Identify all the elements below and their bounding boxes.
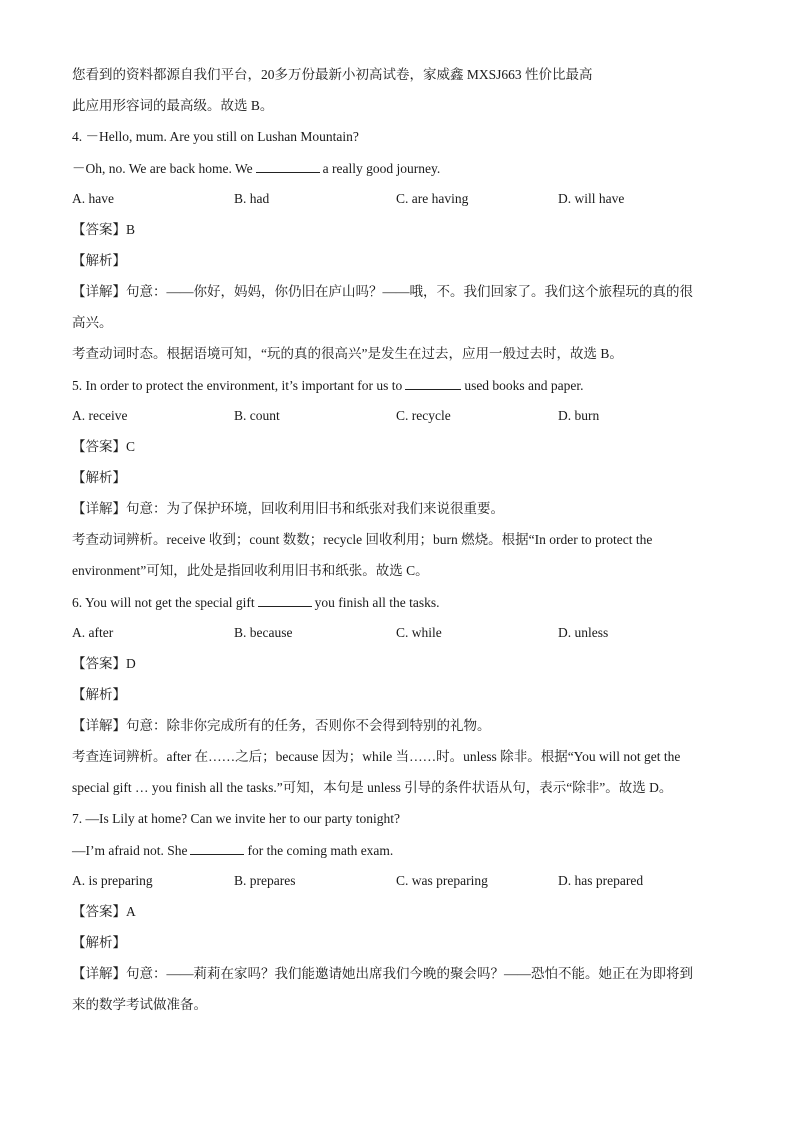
q5-detail-1 [72,498,732,529]
answer-blank [258,591,312,607]
answer-blank [190,839,244,855]
detail-text: 句意：——莉莉在家吗？我们能邀请她出席我们今晚的聚会吗？——恐怕不能。她正在为即将到 [126,966,693,981]
q6-detail-3: special gift … you finish all the tasks.”可知，本句是 unless 引导的条件状语从句，表示“除非”。故选 D。 [72,780,673,795]
option-c: C. while [396,625,442,640]
option-c: C. was preparing [396,873,488,888]
option-a: A. receive [72,408,128,423]
q6-stem-pre: 6. You will not get the special gift [72,595,255,610]
q6-options [72,622,732,653]
option-a: A. have [72,191,114,206]
q4-detail-2: 高兴。 [72,315,113,330]
q5-detail-3: environment”可知，此处是指回收利用旧书和纸张。故选 C。 [72,563,429,578]
q4-stem-pre: －Oh, no. We are back home. We [72,161,253,176]
option-a: A. is preparing [72,873,153,888]
option-d: D. has prepared [558,873,644,888]
q6-answer [72,653,732,684]
option-d: D. burn [558,408,600,423]
q5-stem-pre: 5. In order to protect the environment, it’s important for us to [72,378,403,393]
header-line: 您看到的资料都源自我们平台，20多万份最新小初高试卷，家威鑫 MXSJ663 性价比最高 [72,67,593,82]
q5-stem-line1 [72,374,732,405]
detail-text: 句意：——你好，妈妈，你仍旧在庐山吗？——哦，不。我们回家了。我们这个旅程玩的真的很 [126,284,693,299]
answer-tag: 【答案】 [72,222,126,237]
detail-text: 句意：除非你完成所有的任务，否则你不会得到特别的礼物。 [126,718,491,733]
q6-detail-2: 考查连词辨析。after 在……之后；because 因为；while 当……时。unless 除非。根据“You will not get the [72,749,681,764]
option-c: C. recycle [396,408,451,423]
q6-stem-post: you finish all the tasks. [314,595,440,610]
q5-answer [72,436,732,467]
q4-detail-3: 考查动词时态。根据语境可知，“玩的真的很高兴”是发生在过去，应用一般过去时，故选 B。 [72,346,623,361]
answer-blank [256,157,320,173]
detail-tag: 【详解】 [72,966,126,981]
q7-stem-line2 [72,839,732,870]
option-b: B. had [234,191,270,206]
q6-detail-1 [72,715,732,746]
q5-analysis-tag: 【解析】 [72,470,126,485]
q5-options [72,405,732,436]
answer-tag: 【答案】 [72,904,126,919]
answer-value: C [126,439,136,454]
option-b: B. count [234,408,280,423]
q7-stem-pre: —I’m afraid not. She [72,843,188,858]
q7-stem-post: for the coming math exam. [247,843,394,858]
option-a: A. after [72,625,114,640]
answer-tag: 【答案】 [72,439,126,454]
option-d: D. unless [558,625,609,640]
answer-blank [405,374,461,390]
detail-text: 句意：为了保护环境，回收利用旧书和纸张对我们来说很重要。 [126,501,504,516]
detail-tag: 【详解】 [72,284,126,299]
q7-answer [72,901,732,932]
detail-tag: 【详解】 [72,501,126,516]
detail-tag: 【详解】 [72,718,126,733]
q7-stem-line1: 7. —Is Lily at home? Can we invite her to our party tonight? [72,811,401,826]
q4-stem-line2 [72,157,732,188]
intro-line: 此应用形容词的最高级。故选 B。 [72,98,274,113]
q5-stem-post: used books and paper. [464,378,584,393]
option-d: D. will have [558,191,625,206]
answer-value: B [126,222,136,237]
q4-detail-1 [72,281,732,312]
q4-stem-line1: 4. －Hello, mum. Are you still on Lushan Mountain? [72,129,359,144]
q4-analysis-tag: 【解析】 [72,253,126,268]
q4-stem-post: a really good journey. [322,161,441,176]
q5-detail-2: 考查动词辨析。receive 收到；count 数数；recycle 回收利用；burn 燃烧。根据“In order to protect the [72,532,653,547]
q7-options [72,870,732,901]
answer-tag: 【答案】 [72,656,126,671]
answer-value: A [126,904,136,919]
option-b: B. because [234,625,293,640]
document-page [72,64,732,1025]
q4-answer [72,219,732,250]
option-c: C. are having [396,191,469,206]
answer-value: D [126,656,136,671]
q6-analysis-tag: 【解析】 [72,687,126,702]
q7-analysis-tag: 【解析】 [72,935,126,950]
q7-detail-1 [72,963,732,994]
q4-options [72,188,732,219]
q7-detail-2: 来的数学考试做准备。 [72,997,207,1012]
option-b: B. prepares [234,873,296,888]
q6-stem-line1 [72,591,732,622]
